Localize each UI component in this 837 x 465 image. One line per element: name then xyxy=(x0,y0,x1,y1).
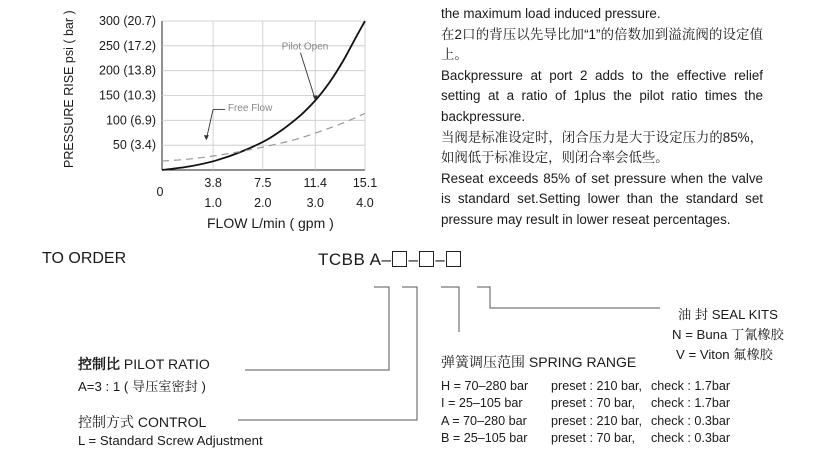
control-title: 控制方式 CONTROL xyxy=(78,414,207,430)
description-line: the maximum load induced pressure. xyxy=(441,6,661,21)
pilot-open-label: Pilot Open xyxy=(281,41,329,53)
y-tick-label: 100 (6.9) xyxy=(105,113,156,128)
seal-option-n: N = Buna 丁氰橡胶 xyxy=(672,327,784,342)
seal-kit-connector xyxy=(477,287,660,308)
x-tick-label-gpm: 2.0 xyxy=(254,196,272,210)
x-axis-label: FLOW L/min ( gpm ) xyxy=(207,215,334,231)
description-line: 当阀是标准设定时，闭合压力是大于设定压力的85%，如阀低于标准设定，则闭合率会低些。 xyxy=(441,129,763,166)
x-tick-label-gpm: 1.0 xyxy=(204,196,222,210)
model-prefix: TCBB A xyxy=(318,250,382,269)
spring-code: I = 25–105 bar xyxy=(441,396,523,410)
seal-option-v: V = Viton 氟橡胶 xyxy=(676,347,773,362)
spring-row xyxy=(441,396,731,410)
pilot-ratio-connector xyxy=(245,287,389,370)
y-tick-label: 200 (13.8) xyxy=(99,63,156,78)
model-dash: – xyxy=(381,250,392,269)
spring-check: check : 1.7bar xyxy=(651,396,731,410)
to-order-title: TO ORDER xyxy=(42,250,127,267)
spring-preset: preset : 210 bar, xyxy=(551,414,643,428)
spring-preset: preset : 70 bar, xyxy=(551,396,636,410)
pilot-ratio-title xyxy=(78,354,210,374)
model-dash: – xyxy=(408,250,419,269)
description-line: Backpressure at port 2 adds to the effective relief setting at a ratio of 1plus the pilot ratio times the backpressure. xyxy=(441,67,763,124)
x-tick-label-lmin: 7.5 xyxy=(254,176,272,190)
spring-check: check : 1.7bar xyxy=(651,379,731,393)
spring-code: H = 70–280 bar xyxy=(441,379,529,393)
free-flow-label: Free Flow xyxy=(227,102,273,114)
pilot-ratio-title-cn: 控制比 xyxy=(78,356,120,372)
y-tick-label: 50 (3.4) xyxy=(112,138,156,153)
y-tick-label: 150 (10.3) xyxy=(99,88,156,103)
control-value: L = Standard Screw Adjustment xyxy=(78,433,263,448)
pilot-ratio-title-en: PILOT RATIO xyxy=(120,356,210,372)
spring-row xyxy=(441,431,731,445)
model-dash: – xyxy=(435,250,446,269)
spring-preset: preset : 210 bar, xyxy=(551,379,643,393)
spring-check: check : 0.3bar xyxy=(651,431,731,445)
spring-row xyxy=(441,414,731,428)
x-tick-label-lmin: 3.8 xyxy=(204,176,222,190)
x-tick-label-lmin: 15.1 xyxy=(352,176,378,190)
spring-code: A = 70–280 bar xyxy=(441,414,527,428)
x-tick-label-gpm: 4.0 xyxy=(356,196,374,210)
control-connector xyxy=(238,287,417,420)
x-tick-label-gpm: 3.0 xyxy=(306,196,324,210)
spring-range-connector xyxy=(441,287,459,332)
seal-kits-title: 油 封 SEAL KITS xyxy=(678,307,778,322)
y-axis-label: PRESSURE RISE psi ( bar ) xyxy=(62,10,76,168)
pilot-ratio-value: A=3 : 1 ( 导压室密封 ) xyxy=(78,379,206,394)
y-tick-label: 250 (17.2) xyxy=(99,38,156,53)
x-tick-label-lmin: 11.4 xyxy=(303,176,327,190)
origin-label: 0 xyxy=(156,185,164,199)
spring-range-title: 弹簧调压范围 SPRING RANGE xyxy=(441,354,637,370)
spring-preset: preset : 70 bar, xyxy=(551,431,636,445)
description-line: 在2口的背压以先导比加“1”的倍数加到溢流阀的设定值上。 xyxy=(441,26,763,63)
spring-code: B = 25–105 bar xyxy=(441,431,528,445)
y-tick-label: 300 (20.7) xyxy=(99,14,156,28)
spring-check: check : 0.3bar xyxy=(651,414,731,428)
description-line: Reseat exceeds 85% of set pressure when the valve is standard set.Setting lower than the standard set pressure may result in lower reseat percentages. xyxy=(441,170,763,227)
spring-row xyxy=(441,379,731,393)
